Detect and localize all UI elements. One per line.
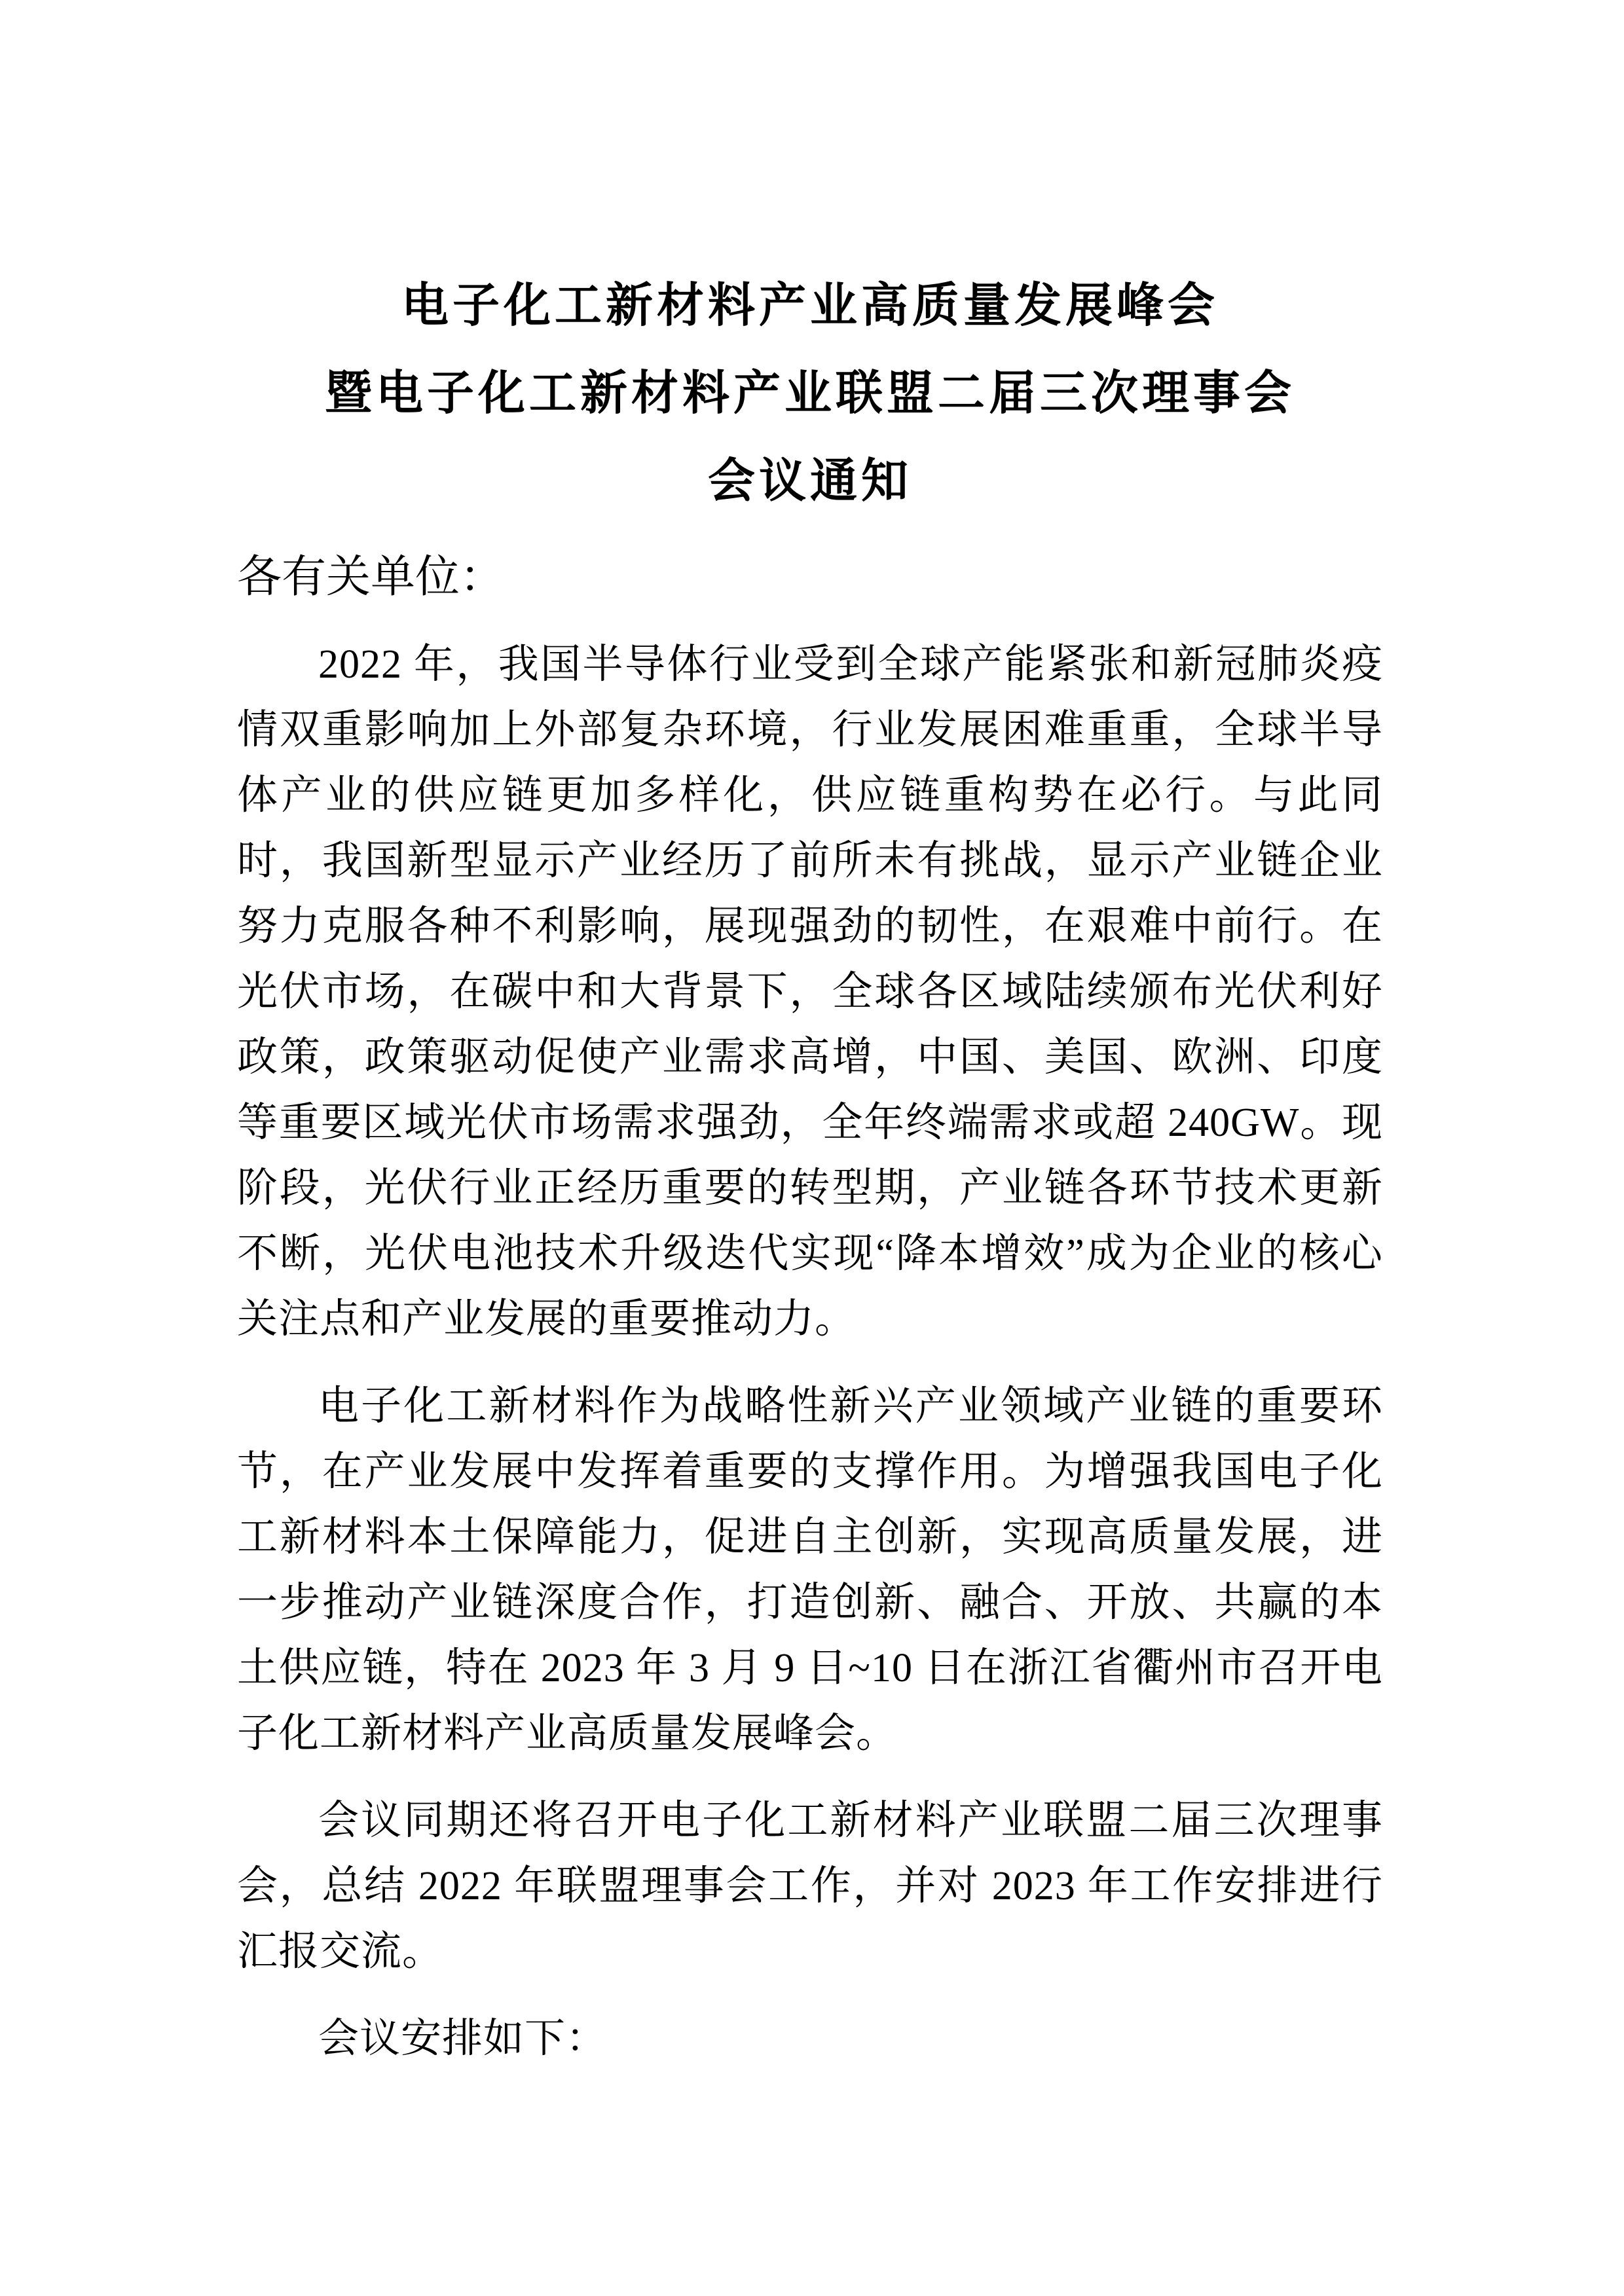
paragraph-3: 会议同期还将召开电子化工新材料产业联盟二届三次理事会，总结 2022 年联盟理事会工作，并对 2023 年工作安排进行汇报交流。 (237, 1798, 1383, 1974)
paragraph-4: 会议安排如下： (318, 2016, 608, 2061)
title-line-1: 电子化工新材料产业高质量发展峰会 (401, 280, 1219, 332)
paragraph-2: 电子化工新材料作为战略性新兴产业领域产业链的重要环节，在产业发展中发挥着重要的支撑作用。为增强我国电子化工新材料本土保障能力，促进自主创新，实现高质量发展，进一步推动产业链深度合作，打造创新、融合、开放、共赢的本土供应链，特在 2023 年 3 月 9 日~10 日在浙江省衢州市召开电子化工新材料产业高质量发展峰会。 (237, 1384, 1383, 1756)
paragraph-1: 2022 年，我国半导体行业受到全球产能紧张和新冠肺炎疫情双重影响加上外部复杂环境，行业发展困难重重，全球半导体产业的供应链更加多样化，供应链重构势在必行。与此同时，我国新型显示产业经历了前所未有挑战，显示产业链企业努力克服各种不利影响，展现强劲的韧性，在艰难中前行。在光伏市场，在碳中和大背景下，全球各区域陆续颁布光伏利好政策，政策驱动促使产业需求高增，中国、美国、欧洲、印度等重要区域光伏市场需求强劲，全年终端需求或超 240GW。现阶段，光伏行业正经历重要的转型期，产业链各环节技术更新不断，光伏电池技术升级迭代实现“降本增效”成为企业的核心关注点和产业发展的重要推动力。 (237, 642, 1383, 1341)
title-line-3: 会议通知 (707, 455, 912, 507)
title-line-2: 暨电子化工新材料产业联盟二届三次理事会 (324, 367, 1295, 420)
document-title (237, 262, 1383, 525)
salutation: 各有关单位： (237, 552, 505, 602)
